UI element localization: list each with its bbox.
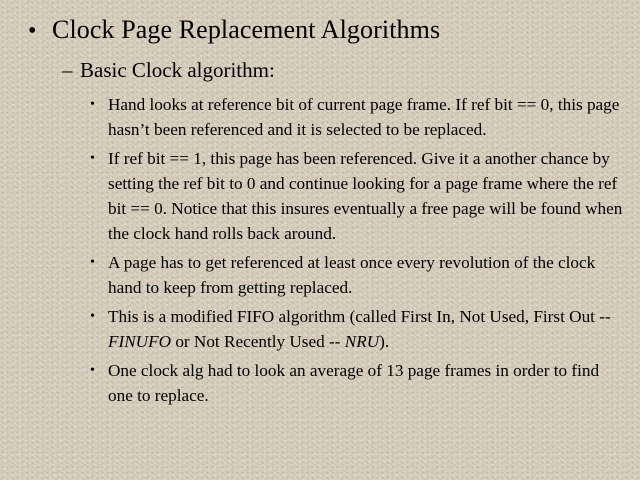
bullet-text-part: or Not Recently Used -- — [171, 332, 345, 351]
bullet-list — [88, 92, 628, 412]
bullet-text-part: ). — [379, 332, 390, 351]
bullet-item-revolution — [88, 250, 628, 300]
bullet-dot: • — [90, 151, 95, 166]
bullet-dot: • — [90, 309, 95, 324]
subtitle-row — [62, 58, 275, 83]
bullet-dot: • — [90, 363, 95, 378]
slide-subtitle: Basic Clock algorithm: — [80, 58, 275, 82]
nru-term: NRU — [344, 332, 380, 351]
bullet-item-ref-bit-one — [88, 146, 628, 246]
bullet-text: If ref bit == 1, this page has been referenced. Give it a another chance by setting the ref bit to 0 and continue looking for a page frame where the ref bit == 0. Notice that this insures eventually a free page will be found when the clock hand rolls back around. — [108, 149, 623, 243]
title-row — [28, 16, 440, 45]
bullet-text-part: This is a modified FIFO algorithm (called First In, Not Used, First Out -- — [108, 307, 611, 326]
bullet-text: One clock alg had to look an average of 13 page frames in order to find one to replace. — [108, 361, 600, 405]
bullet-item-hand-looks — [88, 92, 628, 142]
bullet-text: A page has to get referenced at least once every revolution of the clock hand to keep from getting replaced. — [108, 253, 596, 297]
bullet-item-average-frames — [88, 358, 628, 408]
title-bullet: • — [28, 18, 37, 44]
bullet-text: Hand looks at reference bit of current page frame. If ref bit == 0, this page hasn’t been referenced and it is selected to be replaced. — [108, 95, 620, 139]
bullet-text — [108, 307, 611, 351]
slide-title: Clock Page Replacement Algorithms — [52, 15, 441, 44]
finufo-term: FINUFO — [108, 332, 172, 351]
bullet-dot: • — [90, 97, 95, 112]
bullet-dot: • — [90, 255, 95, 270]
subtitle-dash: – — [62, 58, 73, 82]
bullet-item-modified-fifo — [88, 304, 628, 354]
